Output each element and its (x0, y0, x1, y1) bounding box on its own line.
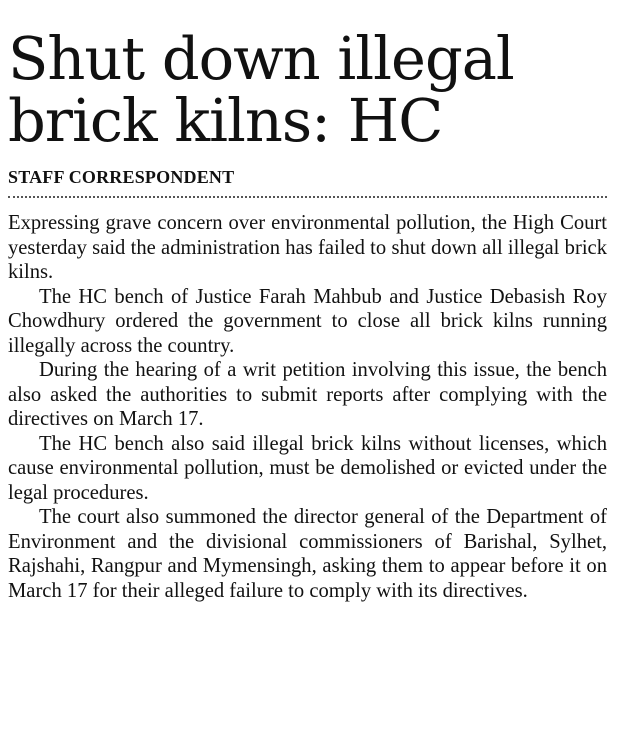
headline-line-2: brick kilns: HC (8, 86, 443, 155)
paragraph-4: The HC bench also said illegal brick kilns without licenses, which cause environmental pollution, must be demolished or evicted under the legal procedures. (8, 432, 607, 504)
headline-line-1: Shut down illegal (8, 24, 514, 93)
dotted-divider (8, 196, 607, 198)
paragraph-5: The court also summoned the director general of the Department of Environment and the divisional commissioners of Barishal, Sylhet, Rajshahi, Rangpur and Mymensingh, asking them to appear before it on March 17 for their alleged failure to comply with its directives. (8, 506, 607, 602)
paragraph-2: The HC bench of Justice Farah Mahbub and Justice Debasish Roy Chowdhury ordered the government to close all brick kilns running illegally across the country. (8, 285, 607, 357)
byline: STAFF CORRESPONDENT (8, 167, 235, 187)
headline (8, 0, 578, 155)
article-body (8, 211, 607, 603)
news-article (8, 0, 607, 603)
paragraph-1: Expressing grave concern over environmental pollution, the High Court yesterday said the administration has failed to shut down all illegal brick kilns. (8, 212, 607, 283)
paragraph-3: During the hearing of a writ petition involving this issue, the bench also asked the authorities to submit reports after complying with the directives on March 17. (8, 359, 607, 430)
